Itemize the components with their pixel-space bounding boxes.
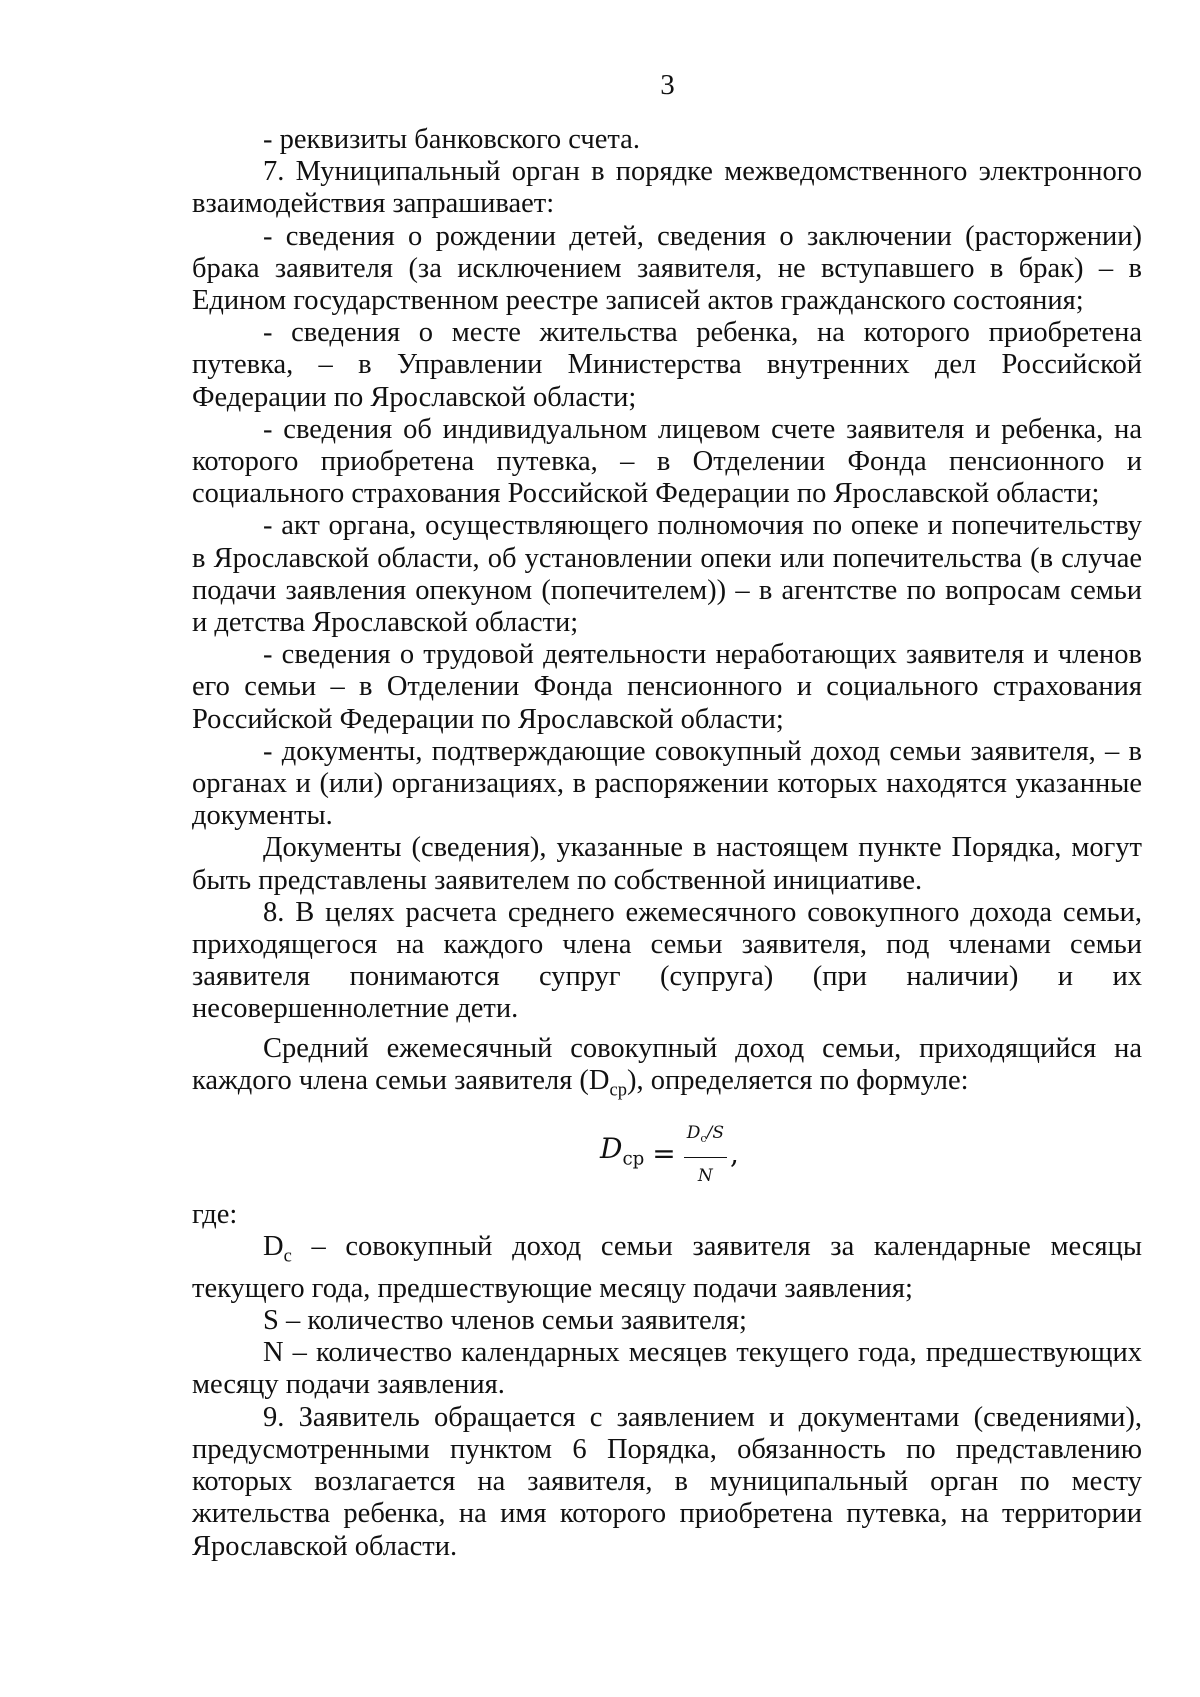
average-income-subscript: ср bbox=[609, 1079, 627, 1101]
paragraph-item-9: 9. Заявитель обращается с заявлением и документами (сведениями), предусмотренными пунктом 6 Порядка, обязанность по представлению которых возлагается на заявителя, в муниципальный орган по месту жительства ребенка, на имя которого приобретена путевка, на территории Ярославской области. bbox=[192, 1401, 1142, 1562]
average-income-text: Средний ежемесячный совокупный доход семьи, приходящийся на каждого члена семьи заявителя (D bbox=[192, 1032, 1142, 1096]
formula-lhs: $D_{ср}$ bbox=[600, 1132, 645, 1170]
formula-denominator: N bbox=[697, 1165, 713, 1186]
paragraph-income-documents: - документы, подтверждающие совокупный доход семьи заявителя, – в органах и (или) организациях, в распоряжении которых находятся указанные документы. bbox=[192, 735, 1142, 832]
paragraph-where: где: bbox=[192, 1198, 238, 1230]
paragraph-item-7: 7. Муниципальный орган в порядке межведомственного электронного взаимодействия запрашивает: bbox=[192, 156, 1142, 220]
page-number: 3 bbox=[660, 69, 675, 101]
paragraph-dc-definition: $D_с$ – совокупный доход семьи заявителя за календарные месяцы текущего года, предшествующие месяцу подачи заявления; bbox=[192, 1230, 1142, 1304]
paragraph-n-definition: N – количество календарных месяцев текущего года, предшествующих месяцу подачи заявления. bbox=[192, 1337, 1142, 1401]
paragraph-birth-marriage: - сведения о рождении детей, сведения о заключении (расторжении) брака заявителя (за исключением заявителя, не вступавшего в брак) – в Едином государственном реестре записей актов гражданского состояния; bbox=[192, 220, 1142, 317]
paragraph-s-definition: S – количество членов семьи заявителя; bbox=[263, 1305, 747, 1337]
paragraph-guardianship: - акт органа, осуществляющего полномочия по опеке и попечительству в Ярославской области, об установлении опеки или попечительства (в случае подачи заявления опекуном (попечителем)) – в агентстве по вопросам семьи и детства Ярославской области; bbox=[192, 510, 1142, 639]
paragraph-personal-account: - сведения об индивидуальном лицевом счете заявителя и ребенка, на которого приобретена путевка, – в Отделении Фонда пенсионного и социального страхования Российской Федерации по Ярославской области; bbox=[192, 413, 1142, 510]
paragraph-residence: - сведения о месте жительства ребенка, на которого приобретена путевка, – в Управлении Министерства внутренних дел Российской Федерации по Ярославской области; bbox=[192, 317, 1142, 413]
average-income-text-end: ), определяется по формуле: bbox=[627, 1064, 969, 1096]
formula-comma: , bbox=[729, 1137, 739, 1171]
document-body bbox=[192, 124, 1142, 1563]
paragraph-bank-details: - реквизиты банковского счета. bbox=[263, 124, 640, 155]
formula-numerator: $D_с/S$ bbox=[684, 1117, 727, 1158]
paragraph-item-8: 8. В целях расчета среднего ежемесячного совокупного дохода семьи, приходящегося на каждого члена семьи заявителя, под членами семьи заявителя понимаются супруг (супруга) (при наличии) и их несовершеннолетние дети. bbox=[192, 896, 1142, 1025]
paragraph-employment: - сведения о трудовой деятельности неработающих заявителя и членов его семьи – в Отделении Фонда пенсионного и социального страхования Российской Федерации по Ярославской области; bbox=[192, 639, 1142, 735]
paragraph-own-initiative: Документы (сведения), указанные в настоящем пункте Порядка, могут быть представлены заявителем по собственной инициативе. bbox=[192, 832, 1142, 896]
paragraph-average-income bbox=[192, 1033, 1142, 1107]
formula-equals: = bbox=[652, 1137, 676, 1171]
formula-fraction bbox=[684, 1117, 727, 1192]
income-formula bbox=[192, 1107, 1142, 1199]
